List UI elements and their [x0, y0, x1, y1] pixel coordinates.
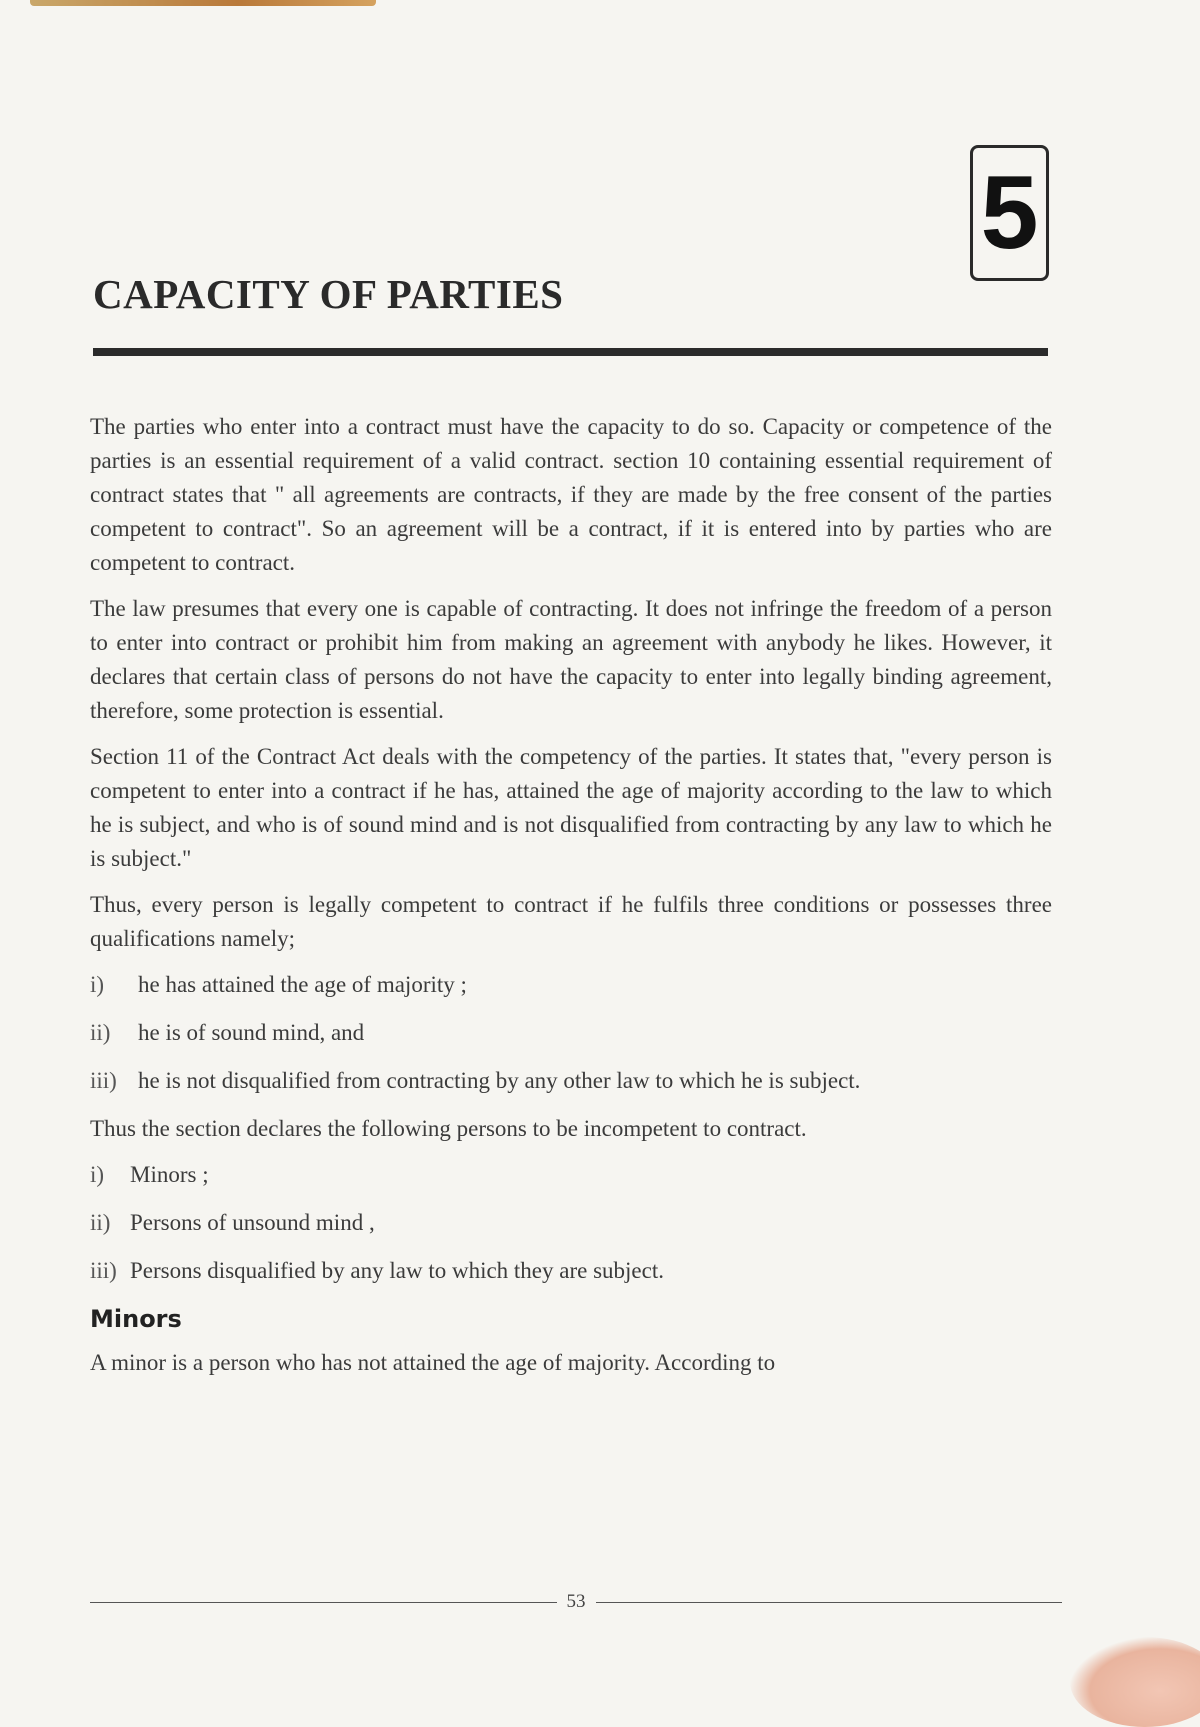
list-item	[90, 1064, 1052, 1098]
list-item	[90, 1158, 1052, 1192]
incompetent-persons-list	[90, 1158, 1052, 1288]
list-item-text: he has attained the age of majority ;	[138, 972, 467, 997]
list-item-text: Persons disqualified by any law to which they are subject.	[130, 1258, 664, 1283]
list-item	[90, 1206, 1052, 1240]
paragraph-law-presumes: The law presumes that every one is capable of contracting. It does not infringe the freedom of a person to enter into contract or prohibit him from making an agreement with anybody he likes. However, it declares that certain class of persons do not have the capacity to enter into legally binding agreement, therefore, some protection is essential.	[90, 596, 1052, 723]
list-item-number: i)	[90, 972, 105, 997]
chapter-title: CAPACITY OF PARTIES	[93, 271, 564, 317]
list-item	[90, 1016, 1052, 1050]
chapter-number: 5	[980, 155, 1039, 271]
page-number: 53	[566, 1591, 586, 1612]
thumb-shadow	[1070, 1637, 1200, 1727]
list-item-text: he is of sound mind, and	[138, 1020, 365, 1045]
footer-rule-right	[596, 1602, 1063, 1603]
list-item-number: i)	[90, 1162, 105, 1187]
list-item-text: he is not disqualified from contracting by any other law to which he is subject.	[138, 1068, 861, 1093]
list-item-text: Persons of unsound mind ,	[130, 1210, 375, 1235]
top-edge-strip	[30, 0, 376, 6]
list-item-number: iii)	[90, 1068, 117, 1093]
list-item-text: Minors ;	[130, 1162, 209, 1187]
paragraph-section-11: Section 11 of the Contract Act deals with the competency of the parties. It states that, "every person is competent to enter into a contract if he has, attained the age of majority according to the law to which he is subject, and who is of sound mind and is not disqualified from contracting by any law to which he is subject."	[90, 744, 1052, 871]
paragraph-incompetent-intro: Thus the section declares the following persons to be incompetent to contract.	[90, 1116, 807, 1141]
list-item-number: iii)	[90, 1258, 117, 1283]
chapter-number-badge	[970, 145, 1049, 281]
list-item-number: ii)	[90, 1210, 111, 1235]
title-rule	[93, 348, 1048, 356]
paragraph-minor-definition: A minor is a person who has not attained the age of majority. According to	[90, 1350, 776, 1375]
paragraph-intro: The parties who enter into a contract must have the capacity to do so. Capacity or competence of the parties is an essential requirement of a valid contract. section 10 containing essential requirement of contract states that " all agreements are contracts, if they are made by the free consent of the parties competent to contract". So an agreement will be a contract, if it is entered into by parties who are competent to contract.	[90, 414, 1052, 575]
page-body	[90, 410, 1052, 1392]
qualifications-list	[90, 968, 1052, 1098]
list-item-number: ii)	[90, 1020, 111, 1045]
list-item	[90, 1254, 1052, 1288]
list-item	[90, 968, 1052, 1002]
footer-rule-left	[90, 1602, 557, 1603]
page-footer	[90, 1590, 1062, 1614]
paragraph-conditions: Thus, every person is legally competent to contract if he fulfils three conditions or possesses three qualifications namely;	[90, 892, 1052, 951]
section-heading-minors: Minors	[90, 1305, 182, 1333]
